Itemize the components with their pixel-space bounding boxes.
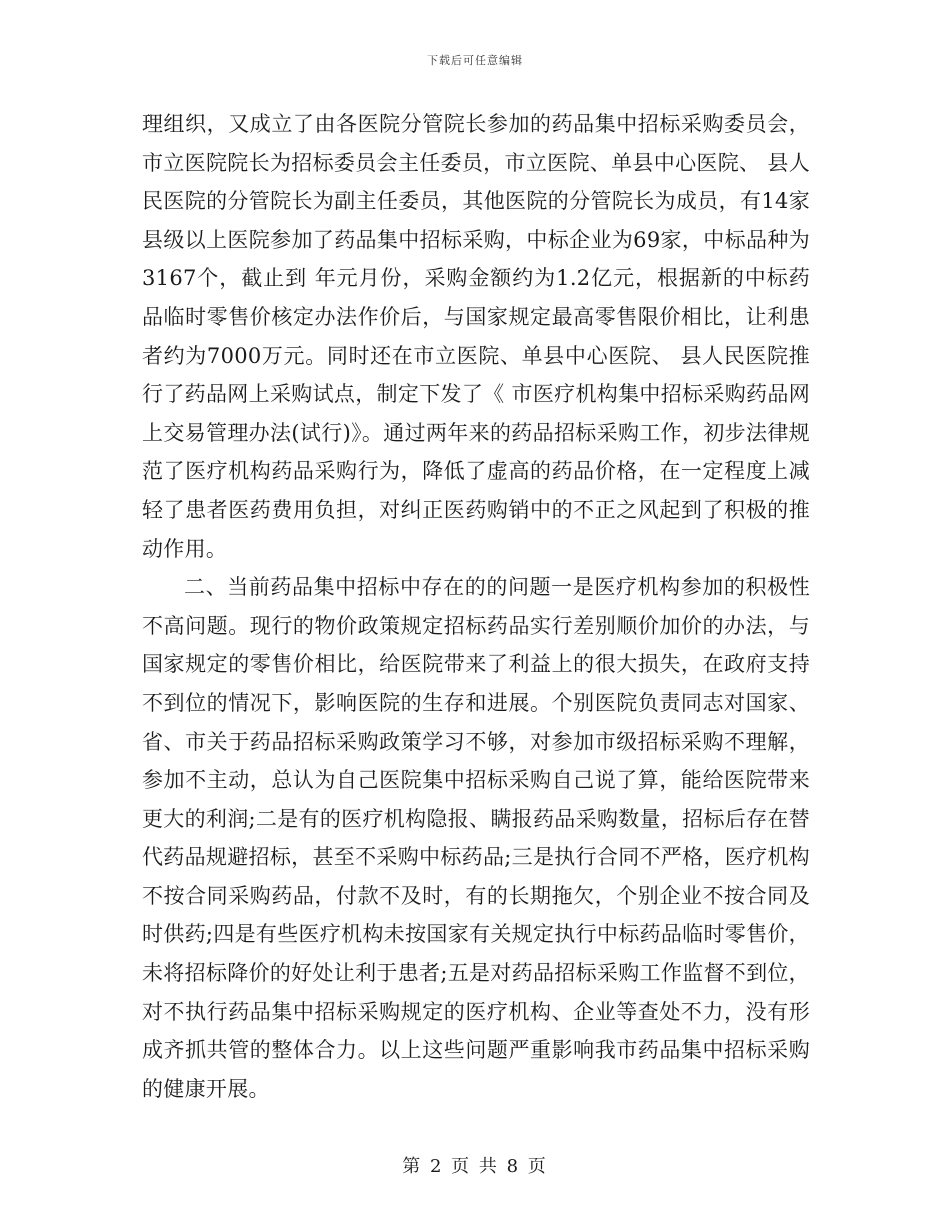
paragraph-continuation: 理组织，又成立了由各医院分管院长参加的药品集中招标采购委员会，市立医院院长为招标委员会主任委员，市立医院、单县中心医院、 县人民医院的分管院长为副主任委员，其他医院的分管院长为成员，有14家县级以上医院参加了药品集中招标采购，中标企业为69家，中标品种为3167个，截止到 年元月份，采购金额约为1.2亿元，根据新的中标药品临时零售价核定办法作价后，与国家规定最高零售限价相比，让利患者约为7000万元。同时还在市立医院、单县中心医院、 县人民医院推行了药品网上采购试点，制定下发了《 市医疗机构集中招标采购药品网上交易管理办法(试行)》。通过两年来的药品招标采购工作，初步法律规范了医疗机构药品采购行为，降低了虚高的药品价格，在一定程度上减轻了患者医药费用负担，对纠正医药购销中的不正之风起到了积极的推动作用。 [142, 112, 810, 561]
header-note: 下载后可任意编辑 [427, 54, 523, 67]
page-number: 第 2 页 共 8 页 [402, 1156, 548, 1177]
document-body [142, 105, 810, 1108]
paragraph-problems: 二、当前药品集中招标中存在的的问题一是医疗机构参加的积极性不高问题。现行的物价政策规定招标药品实行差别顺价加价的办法，与国家规定的零售价相比，给医院带来了利益上的很大损失，在政府支持不到位的情况下，影响医院的生存和进展。个别医院负责同志对国家、省、市关于药品招标采购政策学习不够，对参加市级招标采购不理解，参加不主动，总认为自己医院集中招标采购自己说了算，能给医院带来更大的利润;二是有的医疗机构隐报、瞒报药品采购数量，招标后存在替代药品规避招标，甚至不采购中标药品;三是执行合同不严格，医疗机构不按合同采购药品，付款不及时，有的长期拖欠，个别企业不按合同及时供药;四是有些医疗机构未按国家有关规定执行中标药品临时零售价，未将招标降价的好处让利于患者;五是对药品招标采购工作监督不到位，对不执行药品集中招标采购规定的医疗机构、企业等查处不力，没有形成齐抓共管的整体合力。以上这些问题严重影响我市药品集中招标采购的健康开展。 [142, 575, 810, 1101]
